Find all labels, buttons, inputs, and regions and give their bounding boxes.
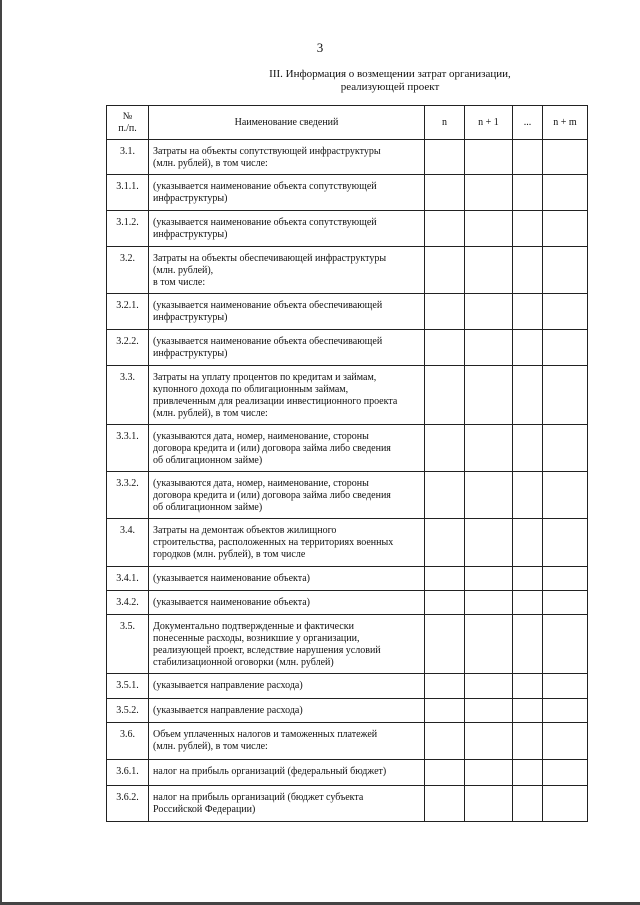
cell-ellipsis xyxy=(513,175,543,211)
cell-n-plus-1 xyxy=(465,211,513,247)
row-name: (указываются дата, номер, наименование, стороны договора кредита и (или) договора займа либо сведения об облигационном займе) xyxy=(149,472,425,519)
cell-n-plus-1 xyxy=(465,723,513,760)
cell-ellipsis xyxy=(513,211,543,247)
scan-left-edge xyxy=(0,0,2,905)
cost-reimbursement-table xyxy=(106,105,588,822)
section-title xyxy=(200,68,580,94)
cell-n-plus-m xyxy=(543,519,588,567)
page-number: 3 xyxy=(316,40,324,55)
row-number: 3.1. xyxy=(107,140,149,175)
cell-n-plus-m xyxy=(543,211,588,247)
cell-n-plus-1 xyxy=(465,330,513,366)
cell-n-plus-m xyxy=(543,366,588,425)
cell-n-plus-m xyxy=(543,699,588,723)
row-name: Документально подтвержденные и фактически понесенные расходы, возникшие у организации, реализующей проект, вследствие нарушения условий стабилизационной оговорки (млн. рублей) xyxy=(149,615,425,674)
row-number: 3.6. xyxy=(107,723,149,760)
cell-n-plus-1 xyxy=(465,699,513,723)
row-name: Затраты на уплату процентов по кредитам и займам, купонного дохода по облигационным займам, привлеченным для реализации инвестиционного проекта (млн. рублей), в том числе: xyxy=(149,366,425,425)
cell-n-plus-1 xyxy=(465,175,513,211)
row-name: (указывается наименование объекта) xyxy=(149,567,425,591)
cell-n xyxy=(425,591,465,615)
table-row xyxy=(107,425,588,472)
cell-n-plus-1 xyxy=(465,567,513,591)
cell-ellipsis xyxy=(513,723,543,760)
cell-n-plus-1 xyxy=(465,294,513,330)
cell-n xyxy=(425,674,465,699)
row-number: 3.3.2. xyxy=(107,472,149,519)
row-name: (указывается наименование объекта обеспечивающей инфраструктуры) xyxy=(149,330,425,366)
section-title-line-1: III. Информация о возмещении затрат организации, xyxy=(269,68,511,80)
cell-n-plus-1 xyxy=(465,247,513,294)
cell-ellipsis xyxy=(513,567,543,591)
cell-n xyxy=(425,247,465,294)
cell-ellipsis xyxy=(513,699,543,723)
cell-n-plus-m xyxy=(543,140,588,175)
row-name: (указывается наименование объекта сопутствующей инфраструктуры) xyxy=(149,175,425,211)
cell-n-plus-1 xyxy=(465,519,513,567)
header-num: № п./п. xyxy=(107,106,149,140)
cell-ellipsis xyxy=(513,615,543,674)
table-row xyxy=(107,330,588,366)
table-row xyxy=(107,591,588,615)
table-row xyxy=(107,786,588,822)
table-row xyxy=(107,472,588,519)
table-row xyxy=(107,699,588,723)
header-ellipsis: ... xyxy=(513,106,543,140)
row-number: 3.6.1. xyxy=(107,760,149,786)
row-name: (указывается наименование объекта обеспечивающей инфраструктуры) xyxy=(149,294,425,330)
cell-n-plus-m xyxy=(543,330,588,366)
cell-ellipsis xyxy=(513,425,543,472)
row-number: 3.5.2. xyxy=(107,699,149,723)
cell-ellipsis xyxy=(513,366,543,425)
row-name: Затраты на объекты обеспечивающей инфраструктуры (млн. рублей), в том числе: xyxy=(149,247,425,294)
cell-n xyxy=(425,366,465,425)
cell-ellipsis xyxy=(513,472,543,519)
row-number: 3.4.2. xyxy=(107,591,149,615)
table-row xyxy=(107,294,588,330)
cell-n-plus-m xyxy=(543,472,588,519)
row-name: (указывается наименование объекта) xyxy=(149,591,425,615)
cell-n xyxy=(425,175,465,211)
row-number: 3.1.2. xyxy=(107,211,149,247)
table-row xyxy=(107,723,588,760)
cell-n-plus-1 xyxy=(465,674,513,699)
cell-n-plus-1 xyxy=(465,366,513,425)
cell-n xyxy=(425,567,465,591)
cell-n-plus-1 xyxy=(465,760,513,786)
row-number: 3.2. xyxy=(107,247,149,294)
table-row xyxy=(107,211,588,247)
cell-ellipsis xyxy=(513,294,543,330)
table-row xyxy=(107,247,588,294)
header-n-plus-m: n + m xyxy=(543,106,588,140)
row-number: 3.3. xyxy=(107,366,149,425)
table-row xyxy=(107,175,588,211)
cell-n-plus-m xyxy=(543,591,588,615)
cell-n-plus-m xyxy=(543,294,588,330)
row-number: 3.4. xyxy=(107,519,149,567)
cell-n-plus-1 xyxy=(465,472,513,519)
cell-n-plus-m xyxy=(543,425,588,472)
cell-n xyxy=(425,615,465,674)
table-row xyxy=(107,615,588,674)
header-n: n xyxy=(425,106,465,140)
row-number: 3.6.2. xyxy=(107,786,149,822)
cell-n xyxy=(425,330,465,366)
section-title-line-2: реализующей проект xyxy=(340,81,440,93)
row-number: 3.2.2. xyxy=(107,330,149,366)
cell-n xyxy=(425,760,465,786)
cell-n xyxy=(425,140,465,175)
cell-ellipsis xyxy=(513,591,543,615)
row-name: (указываются дата, номер, наименование, стороны договора кредита и (или) договора займа либо сведения об облигационном займе) xyxy=(149,425,425,472)
table-row xyxy=(107,567,588,591)
row-name: налог на прибыль организаций (бюджет субъекта Российской Федерации) xyxy=(149,786,425,822)
row-name: Объем уплаченных налогов и таможенных платежей (млн. рублей), в том числе: xyxy=(149,723,425,760)
cell-n-plus-m xyxy=(543,175,588,211)
table-header-row xyxy=(107,106,588,140)
cell-ellipsis xyxy=(513,519,543,567)
cell-n-plus-1 xyxy=(465,786,513,822)
table-row xyxy=(107,140,588,175)
cell-ellipsis xyxy=(513,760,543,786)
row-number: 3.3.1. xyxy=(107,425,149,472)
cell-ellipsis xyxy=(513,247,543,294)
cell-ellipsis xyxy=(513,140,543,175)
cell-n xyxy=(425,425,465,472)
cell-ellipsis xyxy=(513,674,543,699)
row-name: Затраты на объекты сопутствующей инфраструктуры (млн. рублей), в том числе: xyxy=(149,140,425,175)
header-n-plus-1: n + 1 xyxy=(465,106,513,140)
row-number: 3.4.1. xyxy=(107,567,149,591)
cell-n xyxy=(425,519,465,567)
cell-n-plus-1 xyxy=(465,140,513,175)
cell-n-plus-m xyxy=(543,567,588,591)
row-number: 3.2.1. xyxy=(107,294,149,330)
cell-n xyxy=(425,294,465,330)
row-number: 3.1.1. xyxy=(107,175,149,211)
header-name: Наименование сведений xyxy=(149,106,425,140)
cell-n-plus-1 xyxy=(465,425,513,472)
cell-n xyxy=(425,472,465,519)
table-row xyxy=(107,760,588,786)
row-name: (указывается наименование объекта сопутствующей инфраструктуры) xyxy=(149,211,425,247)
row-number: 3.5.1. xyxy=(107,674,149,699)
cell-n xyxy=(425,723,465,760)
cell-n-plus-m xyxy=(543,786,588,822)
cell-n-plus-m xyxy=(543,760,588,786)
row-number: 3.5. xyxy=(107,615,149,674)
row-name: (указывается направление расхода) xyxy=(149,699,425,723)
table-row xyxy=(107,674,588,699)
cell-n-plus-m xyxy=(543,615,588,674)
cell-ellipsis xyxy=(513,330,543,366)
cell-n xyxy=(425,786,465,822)
cell-n-plus-m xyxy=(543,247,588,294)
cell-n-plus-1 xyxy=(465,591,513,615)
cell-n-plus-m xyxy=(543,723,588,760)
row-name: Затраты на демонтаж объектов жилищного строительства, расположенных на территориях военных городков (млн. рублей), в том числе xyxy=(149,519,425,567)
row-name: (указывается направление расхода) xyxy=(149,674,425,699)
cell-ellipsis xyxy=(513,786,543,822)
table-row xyxy=(107,519,588,567)
table-row xyxy=(107,366,588,425)
row-name: налог на прибыль организаций (федеральный бюджет) xyxy=(149,760,425,786)
cell-n xyxy=(425,699,465,723)
cell-n-plus-1 xyxy=(465,615,513,674)
cell-n xyxy=(425,211,465,247)
cell-n-plus-m xyxy=(543,674,588,699)
